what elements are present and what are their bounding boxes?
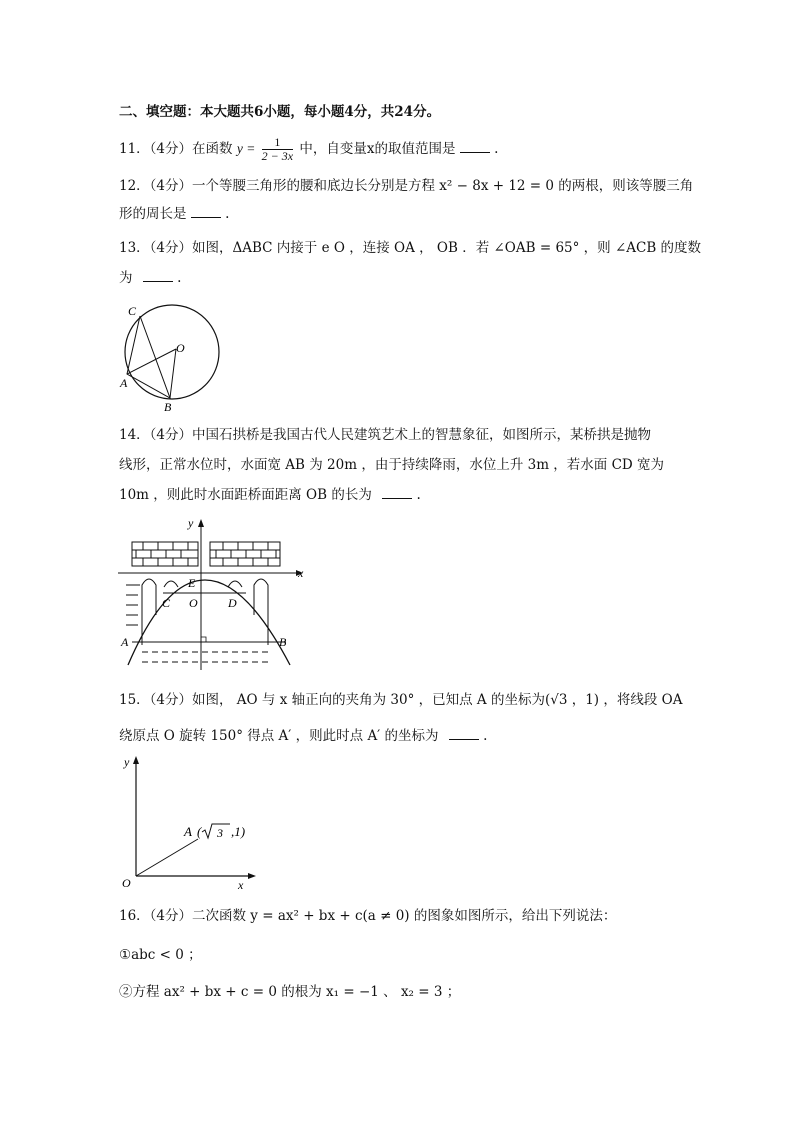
q14-answer-blank[interactable] bbox=[382, 486, 412, 499]
q14-line3: 10m ，则此时水面距桥面距离 OB 的长为 bbox=[119, 487, 372, 503]
q12-end: . bbox=[225, 206, 230, 222]
q15-sqrt-sign bbox=[202, 824, 230, 838]
q13-label-c: C bbox=[128, 304, 137, 318]
q13-label-b: B bbox=[164, 400, 172, 414]
q14-brick-wall bbox=[132, 542, 280, 566]
section-title: 二、填空题：本大题共6小题，每小题4分，共24分。 bbox=[119, 104, 441, 120]
q14-bridge-figure bbox=[118, 515, 313, 673]
q14-line1: 14．（4分）中国石拱桥是我国古代人民建筑艺术上的智慧象征，如图所示，某桥拱是抛物 bbox=[119, 427, 652, 443]
q14-label-b: B bbox=[279, 635, 287, 649]
q11-numerator: 1 bbox=[262, 136, 293, 150]
q13-answer-blank[interactable] bbox=[143, 269, 173, 282]
q11-fraction bbox=[262, 136, 293, 163]
q13-triangle-abc bbox=[127, 316, 170, 398]
q15-coord-tail: ,1) bbox=[231, 824, 246, 839]
q11-func: y = bbox=[236, 141, 256, 156]
q15-label-o: O bbox=[122, 876, 131, 890]
q13-label-o: O bbox=[176, 341, 185, 355]
q15-label-y: y bbox=[124, 755, 130, 769]
q14-label-y: y bbox=[188, 516, 194, 530]
q14-label-d: D bbox=[228, 596, 237, 610]
q11-tail: 中，自变量x的取值范围是 bbox=[299, 141, 456, 157]
q14-label-x: x bbox=[298, 566, 304, 580]
q13-end: . bbox=[177, 270, 182, 286]
q15-line2: 绕原点 O 旋转 150° 得点 A′ ，则此时点 A′ 的坐标为 bbox=[119, 728, 439, 744]
q15-y-axis-arrow bbox=[133, 756, 139, 764]
q13-line1: 13．（4分）如图，ΔABC 内接于 e O ，连接 OA ， OB ．若 ∠OAB = 65° ，则 ∠ACB 的度数 bbox=[119, 240, 702, 256]
q14-right-angle bbox=[201, 637, 206, 642]
q16-item1: ①abc < 0 ； bbox=[119, 947, 202, 963]
q15-segment-oa bbox=[136, 839, 198, 876]
q13-segment-oa bbox=[127, 349, 176, 374]
q12-answer-blank[interactable] bbox=[191, 205, 221, 218]
q13-label-a: A bbox=[120, 376, 128, 390]
q14-label-a: A bbox=[121, 635, 129, 649]
q11-answer-blank[interactable] bbox=[460, 140, 490, 153]
q12-line2: 形的周长是 bbox=[119, 206, 187, 222]
q14-y-axis-arrow bbox=[198, 519, 204, 527]
q15-coord-open: ( bbox=[197, 824, 202, 839]
q15-end: . bbox=[483, 728, 488, 744]
q13-segment-ob bbox=[170, 349, 176, 398]
q12-line1: 12．（4分）一个等腰三角形的腰和底边长分别是方程 x² − 8x + 12 = 0 的两根，则该等腰三角 bbox=[119, 178, 694, 194]
q11-number: 11．（4分）在函数 bbox=[119, 141, 233, 157]
question-14-line3 bbox=[119, 485, 421, 505]
q11-denominator: 2 − 3x bbox=[261, 149, 294, 163]
q15-answer-blank[interactable] bbox=[449, 727, 479, 740]
q14-line2: 线形，正常水位时，水面宽 AB 为 20m ，由于持续降雨，水位上升 3m ，若水面 CD 宽为 bbox=[119, 457, 665, 473]
question-13-line2 bbox=[119, 268, 181, 288]
q13-line2: 为 bbox=[119, 270, 133, 286]
q15-label-a: A bbox=[184, 824, 192, 839]
q16-line1: 16．（4分）二次函数 y = ax² + bx + c(a ≠ 0) 的图象如图所示，给出下列说法： bbox=[119, 908, 617, 924]
q15-label-x: x bbox=[238, 878, 244, 892]
question-12-line2 bbox=[119, 204, 229, 224]
q15-sqrt-radicand: 3 bbox=[217, 826, 223, 840]
q15-line1: 15．（4分）如图， AO 与 x 轴正向的夹角为 30° ，已知点 A 的坐标为(√3 ，1) ，将线段 OA bbox=[119, 692, 683, 708]
q15-coordinate-figure bbox=[118, 752, 263, 892]
q13-circle-figure bbox=[115, 296, 230, 414]
q14-end: . bbox=[416, 487, 421, 503]
q11-end: . bbox=[494, 141, 499, 157]
q15-x-axis-arrow bbox=[248, 873, 256, 879]
q14-pillars bbox=[126, 579, 268, 645]
question-15-line2 bbox=[119, 726, 487, 746]
question-11 bbox=[119, 136, 498, 163]
q14-label-o: O bbox=[189, 596, 198, 610]
q14-label-e: E bbox=[188, 576, 196, 590]
q14-label-c: C bbox=[162, 596, 171, 610]
q16-item2: ②方程 ax² + bx + c = 0 的根为 x₁ = −1 、 x₂ = 3 ； bbox=[119, 984, 461, 1000]
